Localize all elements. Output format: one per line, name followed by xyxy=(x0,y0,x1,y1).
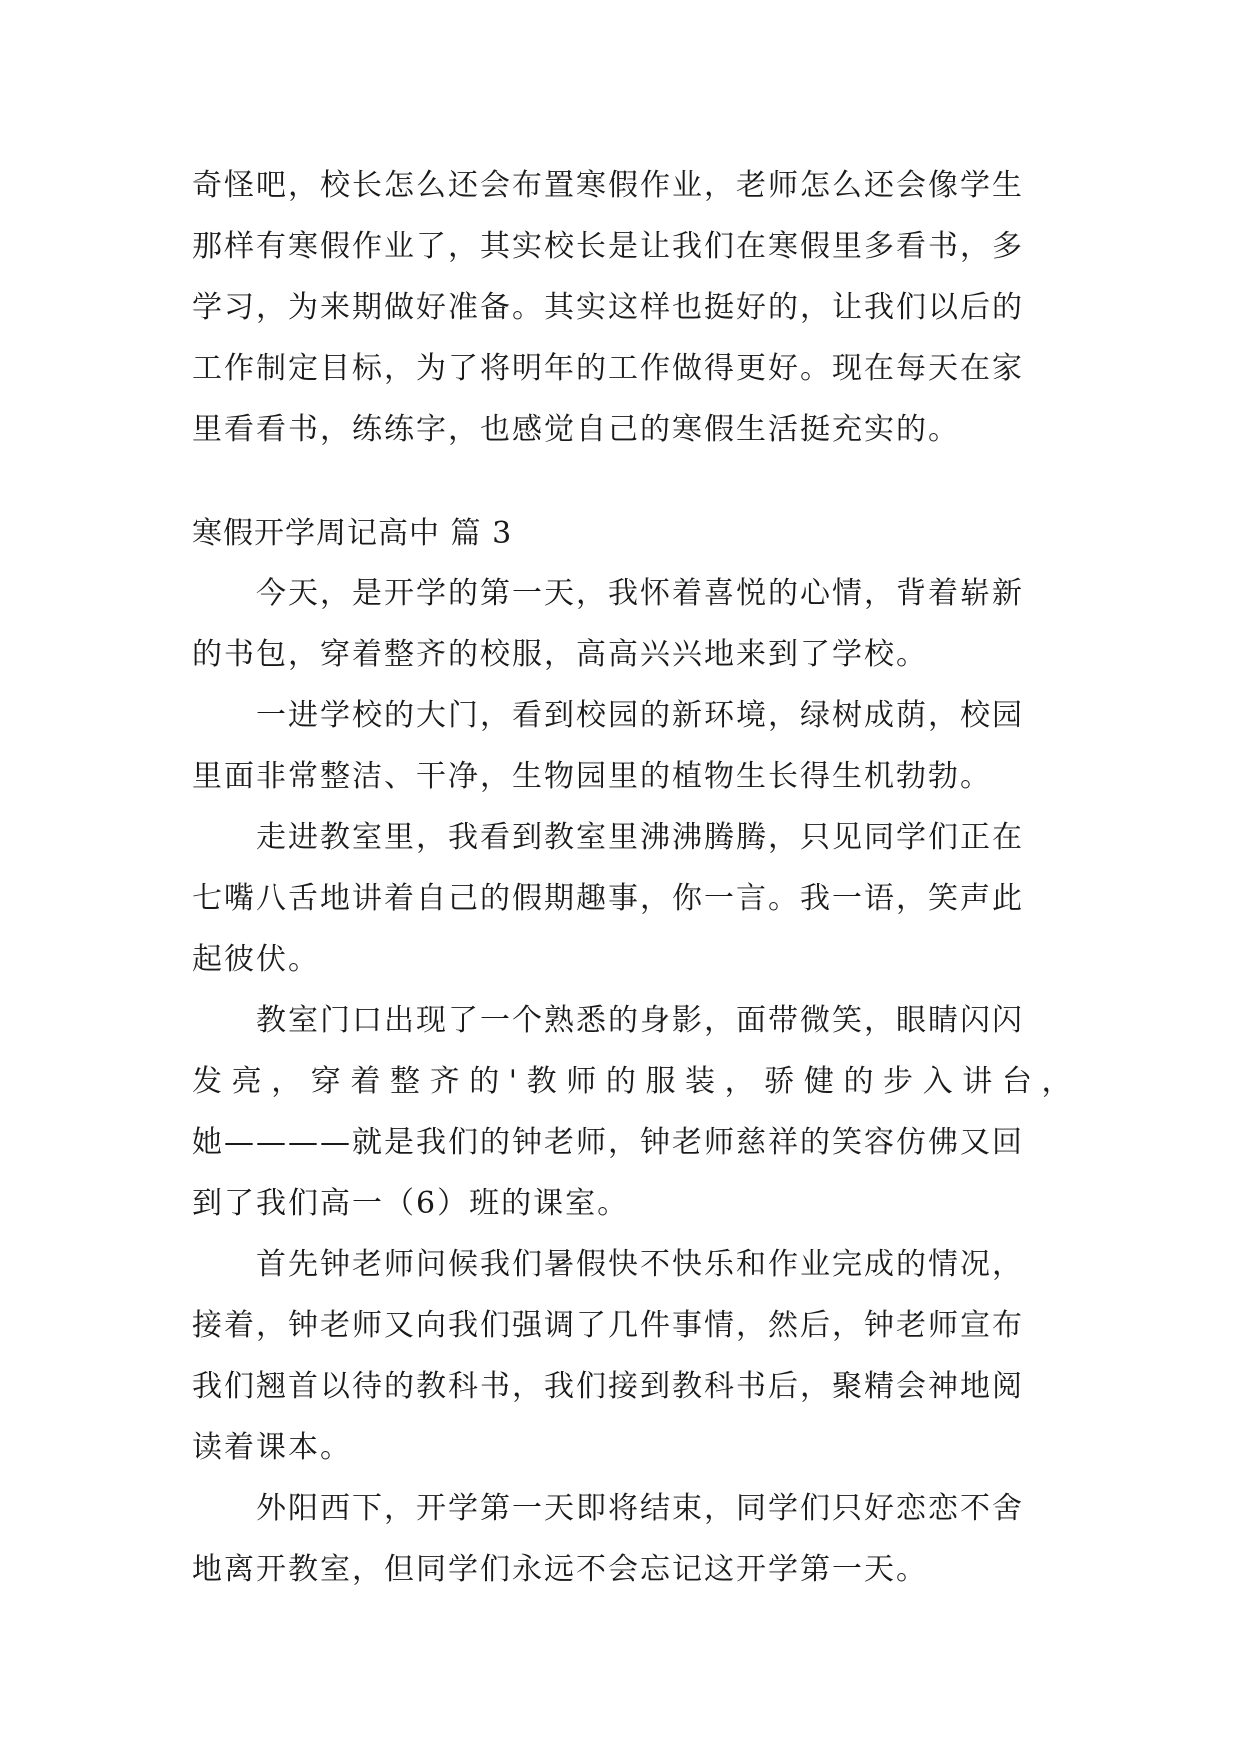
paragraph-line: 外阳西下，开学第一天即将结束，同学们只好恋恋不舍 xyxy=(256,1491,1024,1526)
paragraph-line: 奇怪吧，校长怎么还会布置寒假作业，老师怎么还会像学生 xyxy=(192,168,1024,203)
paragraph-line: 接着，钟老师又向我们强调了几件事情，然后，钟老师宣布 xyxy=(192,1308,1024,1343)
paragraph-line: 学习，为来期做好准备。其实这样也挺好的，让我们以后的 xyxy=(192,290,1024,325)
paragraph-line: 起彼伏。 xyxy=(192,942,320,977)
paragraph-line: 七嘴八舌地讲着自己的假期趣事，你一言。我一语，笑声此 xyxy=(192,881,1024,916)
paragraph-line: 里面非常整洁、干净，生物园里的植物生长得生机勃勃。 xyxy=(192,759,992,794)
paragraph-line: 教室门口出现了一个熟悉的身影，面带微笑，眼睛闪闪 xyxy=(256,1003,1024,1038)
section-heading: 寒假开学周记高中 篇 3 xyxy=(192,516,513,551)
paragraph-line: 今天，是开学的第一天，我怀着喜悦的心情，背着崭新 xyxy=(256,576,1024,611)
paragraph-line: 发亮，穿着整齐的'教师的服装，骄健的步入讲台， xyxy=(192,1064,1082,1099)
paragraph-line: 首先钟老师问候我们暑假快不快乐和作业完成的情况， xyxy=(256,1247,1024,1282)
paragraph-line: 她————就是我们的钟老师，钟老师慈祥的笑容仿佛又回 xyxy=(192,1125,1024,1160)
paragraph-line: 一进学校的大门，看到校园的新环境，绿树成荫，校园 xyxy=(256,698,1024,733)
paragraph-line: 那样有寒假作业了，其实校长是让我们在寒假里多看书，多 xyxy=(192,229,1024,264)
paragraph-line: 工作制定目标，为了将明年的工作做得更好。现在每天在家 xyxy=(192,351,1024,386)
paragraph-line: 走进教室里，我看到教室里沸沸腾腾，只见同学们正在 xyxy=(256,820,1024,855)
paragraph-line: 到了我们高一（6）班的课室。 xyxy=(192,1186,630,1221)
paragraph-line: 里看看书，练练字，也感觉自己的寒假生活挺充实的。 xyxy=(192,412,960,447)
paragraph-line: 我们翘首以待的教科书，我们接到教科书后，聚精会神地阅 xyxy=(192,1369,1024,1404)
paragraph-line: 地离开教室，但同学们永远不会忘记这开学第一天。 xyxy=(192,1552,928,1587)
paragraph-line: 读着课本。 xyxy=(192,1430,352,1465)
paragraph-line: 的书包，穿着整齐的校服，高高兴兴地来到了学校。 xyxy=(192,637,928,672)
